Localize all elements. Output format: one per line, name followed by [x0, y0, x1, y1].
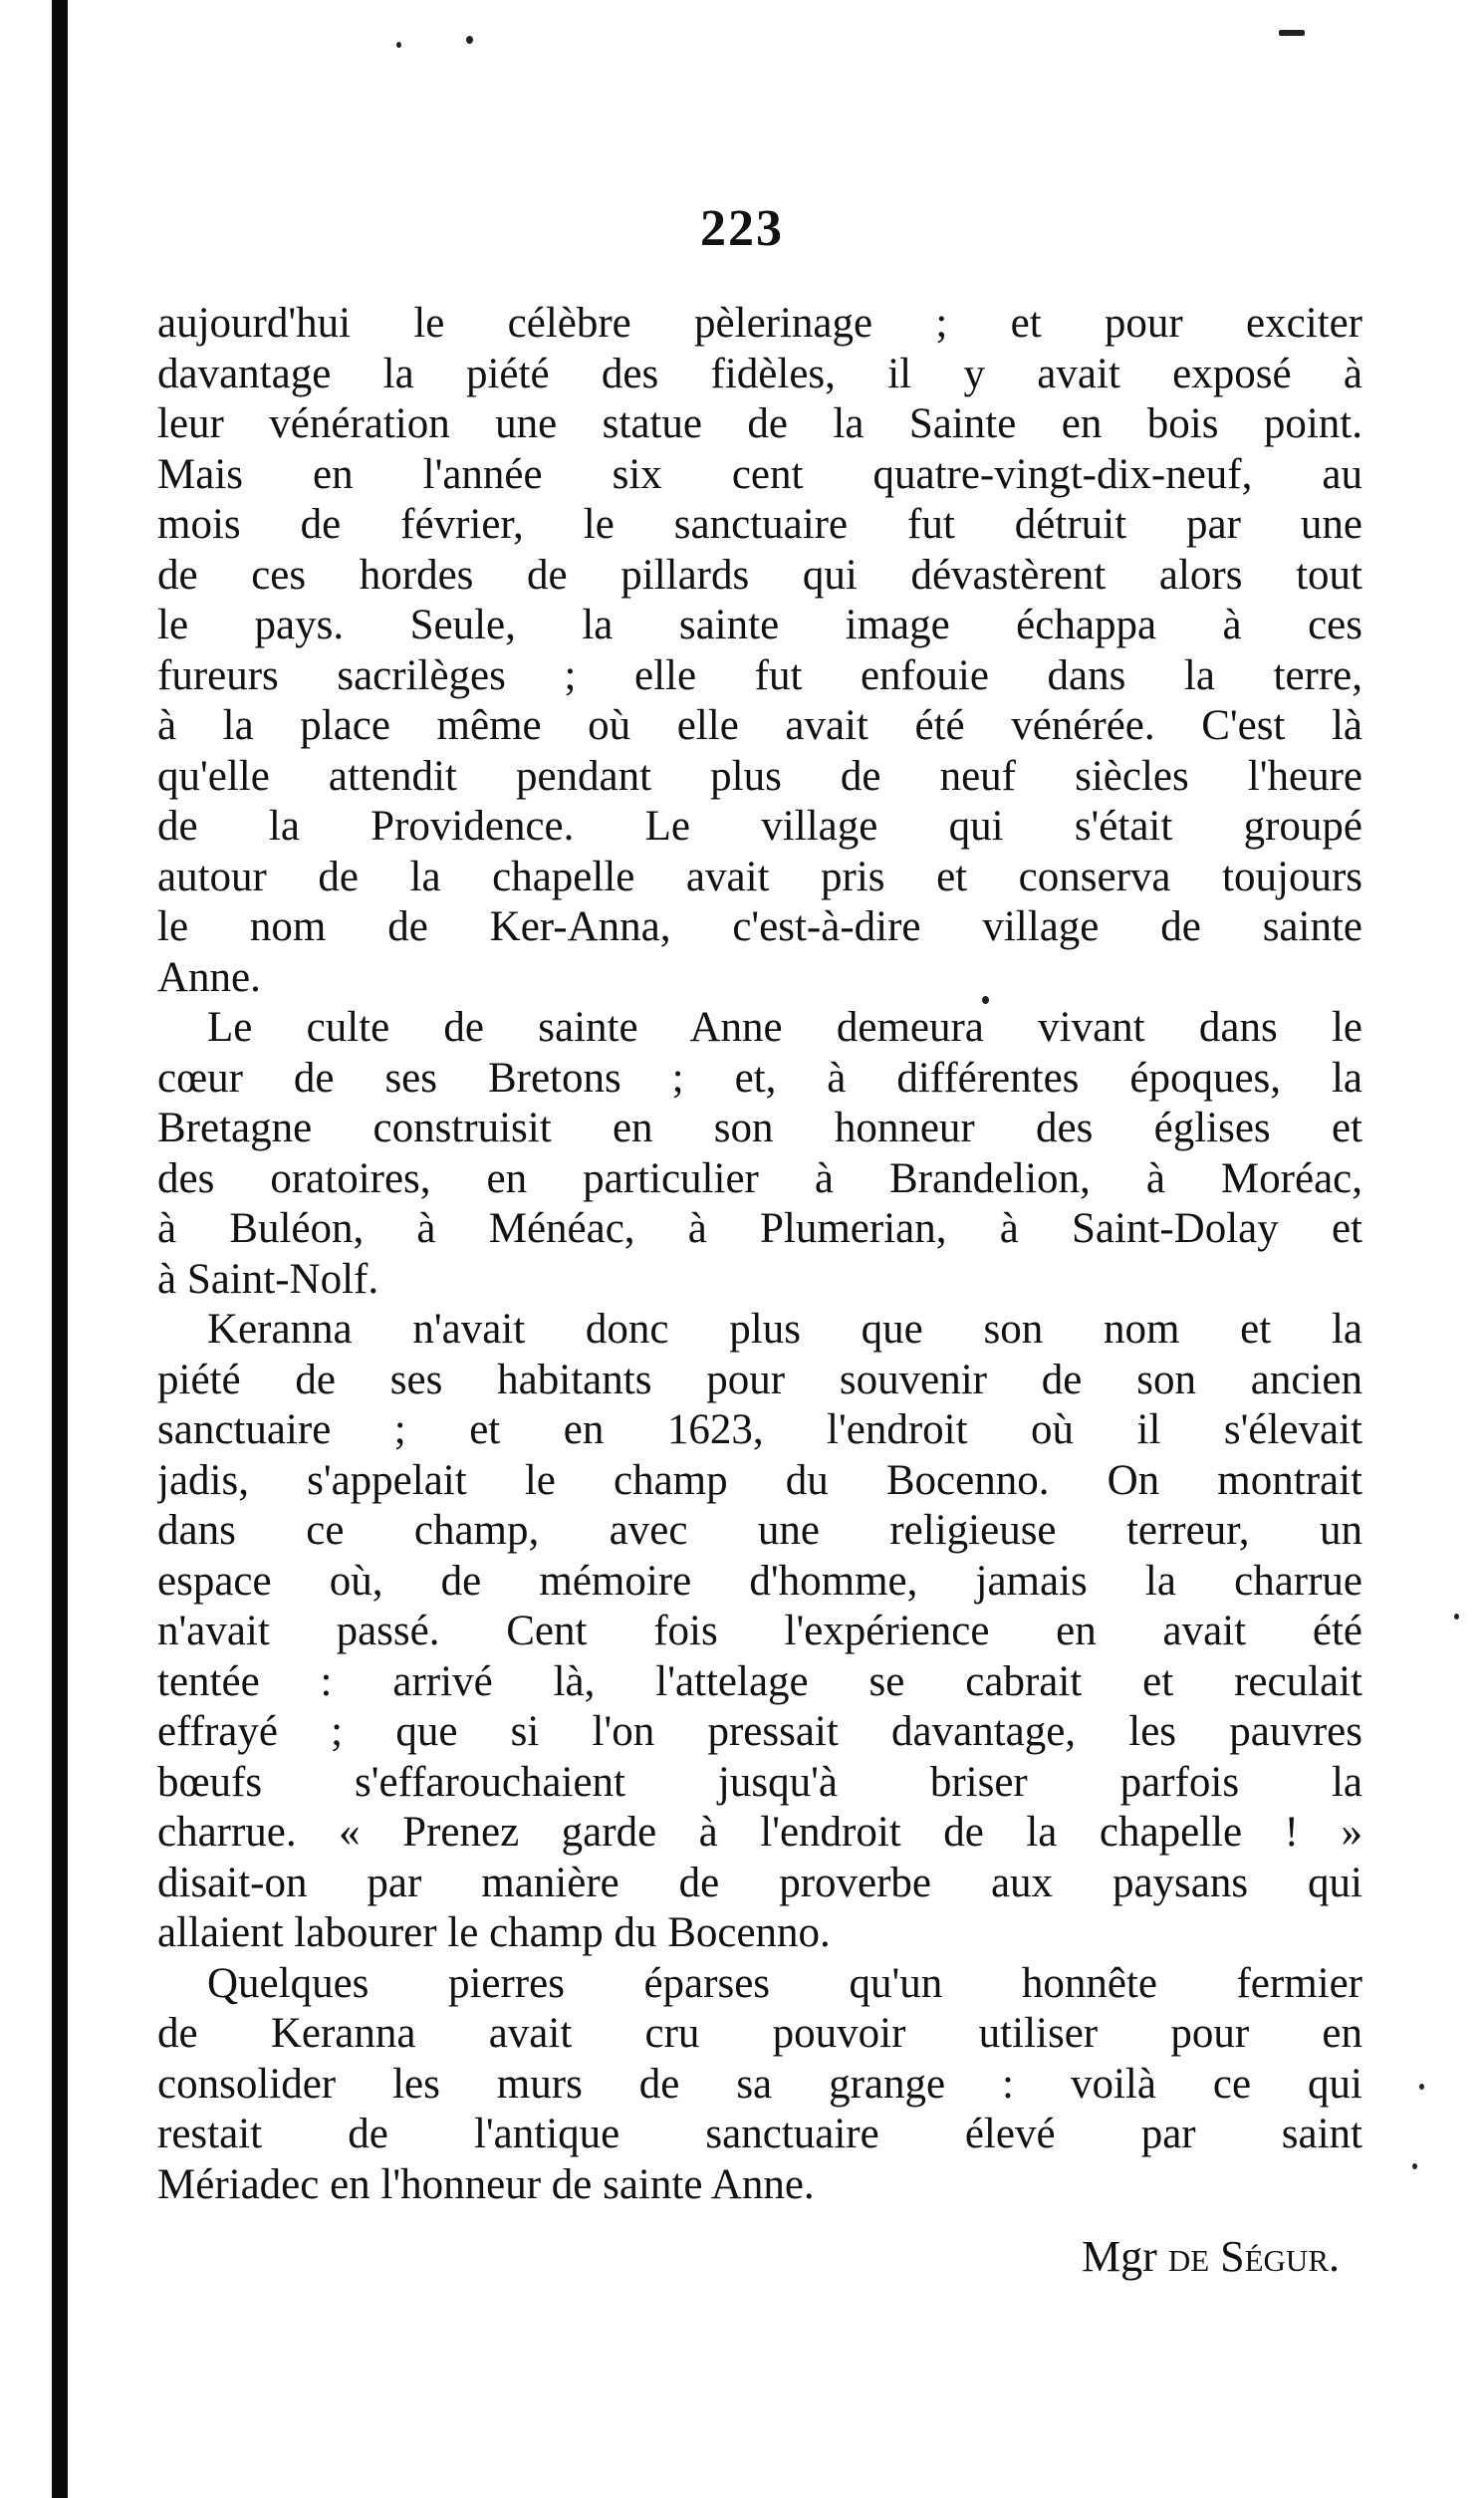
scan-speck — [396, 42, 401, 48]
scan-speck — [1454, 1614, 1459, 1620]
text-line: allaient labourer le champ du Bocenno. — [157, 1909, 831, 1956]
text-line: Mais en l'année six cent quatre-vingt-dix-neuf, au — [157, 450, 1362, 498]
text-line: n'avait passé. Cent fois l'expérience en avait été — [157, 1608, 1362, 1654]
signature-name: de Ségur. — [1167, 2232, 1340, 2281]
scan-speck — [1412, 2163, 1417, 2169]
text-line: dans ce champ, avec une religieuse terreur, un — [157, 1507, 1362, 1554]
text-line: consolider les murs de sa grange : voilà ce qui — [157, 2060, 1362, 2108]
text-line: de la Providence. Le village qui s'était groupé — [157, 803, 1362, 850]
text-line: des oratoires, en particulier à Brandelion, à Moréac, — [157, 1154, 1362, 1202]
author-signature — [1082, 2231, 1340, 2282]
text-line: davantage la piété des fidèles, il y avait exposé à — [157, 350, 1362, 397]
text-line: piété de ses habitants pour souvenir de son ancien — [157, 1356, 1362, 1403]
text-line: restait de l'antique sanctuaire élevé par saint — [157, 2111, 1362, 2157]
text-line: espace où, de mémoire d'homme, jamais la charrue — [157, 1557, 1362, 1605]
text-line: bœufs s'effarouchaient jusqu'à briser parfois la — [157, 1758, 1362, 1806]
text-line: mois de février, le sanctuaire fut détruit par une — [157, 501, 1362, 548]
scan-speck — [466, 36, 473, 44]
text-line: fureurs sacrilèges ; elle fut enfouie dans la terre, — [157, 651, 1362, 699]
text-line: effrayé ; que si l'on pressait davantage, les pauvres — [157, 1708, 1362, 1755]
text-line: le nom de Ker-Anna, c'est-à-dire village de sainte — [157, 903, 1362, 950]
body-text — [157, 299, 1362, 2210]
page-number: 223 — [700, 200, 784, 257]
text-line: le pays. Seule, la sainte image échappa à ces — [157, 602, 1362, 648]
text-line: Bretagne construisit en son honneur des églises et — [157, 1105, 1362, 1151]
text-line: disait-on par manière de proverbe aux paysans qui — [157, 1859, 1362, 1906]
text-line: Le culte de sainte Anne demeura vivant dans le — [207, 1004, 1362, 1051]
text-line: de ces hordes de pillards qui dévastèrent alors tout — [157, 551, 1362, 599]
text-line: qu'elle attendit pendant plus de neuf siècles l'heure — [157, 752, 1362, 800]
text-line: cœur de ses Bretons ; et, à différentes époques, la — [157, 1054, 1362, 1102]
text-line: Quelques pierres éparses qu'un honnête fermier — [207, 1959, 1362, 2007]
text-line: à Buléon, à Ménéac, à Plumerian, à Saint-Dolay et — [157, 1205, 1362, 1252]
text-line: à la place même où elle avait été vénérée. C'est là — [157, 702, 1362, 749]
text-line: jadis, s'appelait le champ du Bocenno. On montrait — [157, 1456, 1362, 1504]
text-line: autour de la chapelle avait pris et conserva toujours — [157, 853, 1362, 900]
text-line: de Keranna avait cru pouvoir utiliser pour en — [157, 2010, 1362, 2057]
text-line: sanctuaire ; et en 1623, l'endroit où il s'élevait — [157, 1406, 1362, 1453]
text-line: Mériadec en l'honneur de sainte Anne. — [157, 2160, 815, 2208]
scan-speck — [1279, 30, 1305, 36]
binding-edge — [52, 0, 68, 2498]
text-line: charrue. « Prenez garde à l'endroit de la chapelle ! » — [157, 1809, 1362, 1856]
text-line: à Saint-Nolf. — [157, 1255, 379, 1303]
scan-speck — [1419, 2084, 1424, 2090]
signature-prefix: Mgr — [1082, 2232, 1157, 2281]
text-line: Anne. — [157, 953, 261, 1001]
text-line: aujourd'hui le célèbre pèlerinage ; et pour exciter — [157, 300, 1362, 347]
text-line: Keranna n'avait donc plus que son nom et la — [207, 1306, 1362, 1353]
text-line: tentée : arrivé là, l'attelage se cabrait et reculait — [157, 1657, 1362, 1705]
text-line: leur vénération une statue de la Sainte en bois point. — [157, 400, 1362, 447]
